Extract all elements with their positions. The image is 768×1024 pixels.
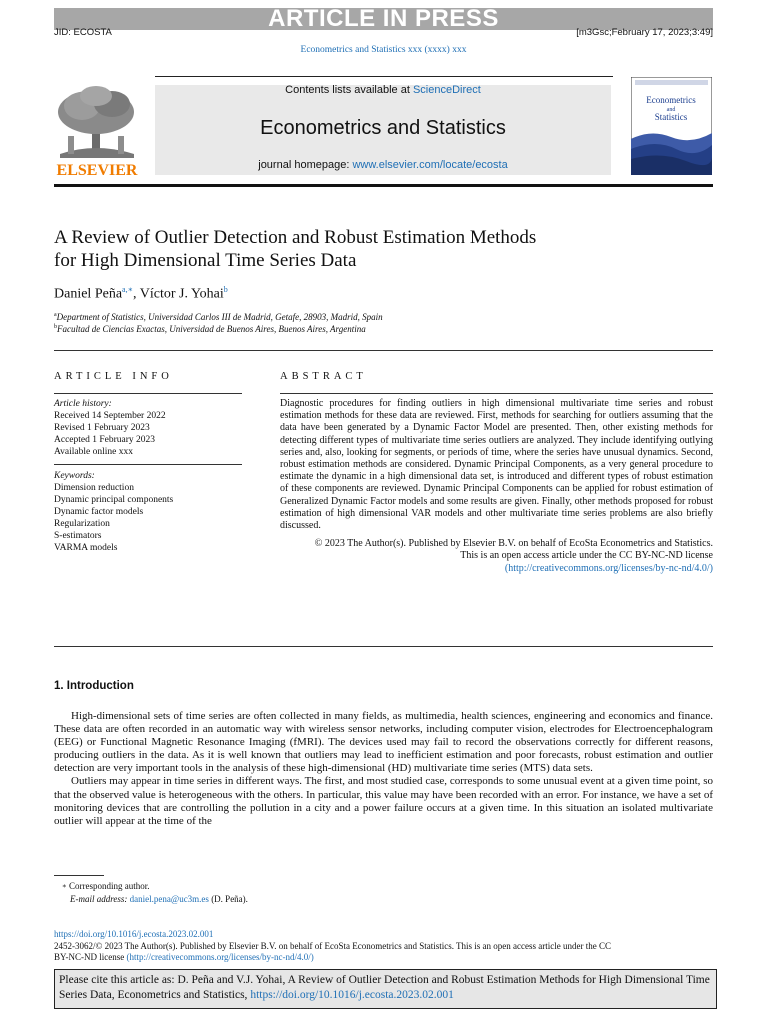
header-bottom-rule [54,184,713,187]
article-title-line1: A Review of Outlier Detection and Robust Estimation Methods [54,227,537,248]
license-text: This is an open access article under the CC BY-NC-ND license [460,550,713,562]
author-list [54,285,228,303]
article-in-press-label: ARTICLE IN PRESS [268,5,499,32]
abstract-column [280,398,713,575]
journal-id: JID: ECOSTA [54,27,112,38]
article-title-line2: for High Dimensional Time Series Data [54,250,357,271]
author-separator: , [133,286,140,302]
sciencedirect-link[interactable]: ScienceDirect [412,84,481,96]
intro-paragraph-2: Outliers may appear in time series in different ways. The first, and most studied case, corresponds to some unusual event at a given time point, so that the observed value is heterogeneous with the others. In particular, this value may have been recorded with an error. For instance, we have a set of monitoring devices that are controlling the pollution in a city and a power failure occurs at a given time. In this situation an isolated multivariate outlier will appear at the time of the [54,775,713,827]
author-pena-affil-link[interactable]: a,∗ [122,285,134,294]
history-label: Article history: [54,399,112,409]
footnote-rule [54,875,104,876]
email-owner: (D. Peña). [208,893,248,904]
keywords-label: Keywords: [54,471,95,481]
homepage-link[interactable]: www.elsevier.com/locate/ecosta [352,159,508,171]
keyword-item: Regularization [54,519,110,529]
email-link[interactable]: daniel.pena@uc3m.es [129,893,209,904]
cover-title-3: Statistics [654,112,688,122]
license-link[interactable]: (http://creativecommons.org/licenses/by-nc-nd/4.0/) [504,562,713,574]
journal-title: Econometrics and Statistics [260,117,506,139]
affiliation-b-text: Facultad de Ciencias Exactas, Universidad de Buenos Aires, Buenos Aires, Argentina [57,324,366,334]
license-line [54,952,713,964]
author-yohai: Víctor J. Yohai [139,286,224,302]
keyword-item: Dimension reduction [54,483,134,493]
article-title [54,226,654,272]
abstract-heading: ABSTRACT [280,371,367,382]
author-yohai-affil-link[interactable]: b [223,285,228,294]
footnotes [54,880,248,905]
elsevier-tree-logo[interactable] [54,84,140,178]
homepage-prefix: journal homepage: [258,159,353,171]
cite-this-article-box [54,969,717,1009]
cite-text: Please cite this article as: D. Peña and V.J. Yohai, A Review of Outlier Detection and Robust Estimation Methods for High Dimensional Time Series Data, Econometrics and Statistics, [59,974,710,1001]
corresponding-author-note [54,880,248,893]
history-item: Revised 1 February 2023 [54,423,150,433]
header-top-rule [155,76,613,77]
keyword-item: S-estimators [54,531,102,541]
history-item: Available online xxx [54,447,133,457]
article-info-heading: ARTICLE INFO [54,371,173,382]
introduction-body [54,710,713,828]
info-heading-rule [54,393,242,394]
keyword-item: Dynamic factor models [54,507,144,517]
affiliation-a-text: Department of Statistics, Universidad Carlos III de Madrid, Getafe, 28903, Madrid, Spain [56,312,383,322]
corresponding-mark: ∗ [62,882,67,890]
build-stamp: [m3Gsc;February 17, 2023;3:49] [576,27,713,38]
email-label: E-mail address: [70,893,128,904]
intro-paragraph-1: High-dimensional sets of time series are often collected in many fields, as multimedia, health sciences, engineering and economics and finance. These data are often recorded in an automatic way with wireless sensor networks, including computer vision, electrodes for Electroencephalogram (EEG) or Functional Magnetic Resonance Imaging (fMRI). The devices used may fail to record the observations correctly for different reasons, producing outliers in the data. As it is well known that outliers may lead to inefficient estimation and poor forecasts, robust estimation and outlier detection are very important tools in the analysis of these high-dimensional (HD) multivariate time series (MTS) data sets. [54,710,713,775]
abstract-text: Diagnostic procedures for finding outliers in high dimensional multivariate time series and robust estimation methods for these data are reviewed. First, methods for searching for outliers assuming that the data have been generated by a Dynamic Factor Model are presented. Then, other existing methods for detecting different types of multivariate time series outliers are analyzed. They include identifying outlying series and, also, looking for segments, or periods of time, where the series have unusual dynamics. Second, robust estimation methods are considered. Dynamic Principal Components, as a very general procedure to estimate the dynamic in a high dimensional data set, is introduced and different types of robust estimation of these components are reviewed. Dynamic Principal Components can be applied for robust estimation of Generalized Dynamic Factor models and some results are given. Finally, other methods proposed for robust estimation of high dimensional VAR models and other multivariate time series problems are also briefly discussed. [280,398,713,532]
article-info-column [54,398,242,554]
author-pena: Daniel Peña [54,286,123,302]
keyword-item: Dynamic principal components [54,495,174,505]
affiliation-b [54,324,366,334]
journal-homepage [155,159,611,171]
license-line-prefix: BY-NC-ND license [54,952,127,962]
cover-title-1: Econometrics [646,95,696,105]
abstract-bottom-rule [54,646,713,647]
abstract-license [280,550,713,574]
issn-copyright: 2452-3062/© 2023 The Author(s). Published by Elsevier B.V. on behalf of EcoSta Econometrics and Statistics. This is an open access article under the CC [54,940,611,951]
keyword-item: VARMA models [54,543,118,553]
doi-link[interactable]: https://doi.org/10.1016/j.ecosta.2023.02.001 [54,929,214,939]
elsevier-wordmark: ELSEVIER [56,162,138,178]
history-item: Received 14 September 2022 [54,411,166,421]
email-note [54,893,248,906]
abstract-copyright: © 2023 The Author(s). Published by Elsevier B.V. on behalf of EcoSta Econometrics and Statistics. [314,538,713,550]
affiliation-a [54,312,383,322]
abstract-heading-rule [280,393,713,394]
cover-title-2: and [666,107,676,113]
introduction-heading: 1. Introduction [54,680,134,692]
history-item: Accepted 1 February 2023 [54,435,156,445]
journal-citation-link[interactable]: Econometrics and Statistics xxx (xxxx) xxx [300,45,467,55]
license-line-link[interactable]: (http://creativecommons.org/licenses/by-nc-nd/4.0/) [126,952,314,962]
title-bottom-rule [54,350,713,351]
contents-prefix: Contents lists available at [285,84,413,96]
affiliation-a-mark: a [54,312,57,318]
doi-block [54,929,713,964]
cite-doi-link[interactable]: https://doi.org/10.1016/j.ecosta.2023.02.001 [250,989,454,1001]
corresponding-text: Corresponding author. [69,881,150,891]
affiliation-b-mark: b [54,324,57,330]
keywords-rule [54,464,242,465]
contents-available [155,84,611,96]
journal-cover-thumbnail[interactable] [631,77,712,175]
